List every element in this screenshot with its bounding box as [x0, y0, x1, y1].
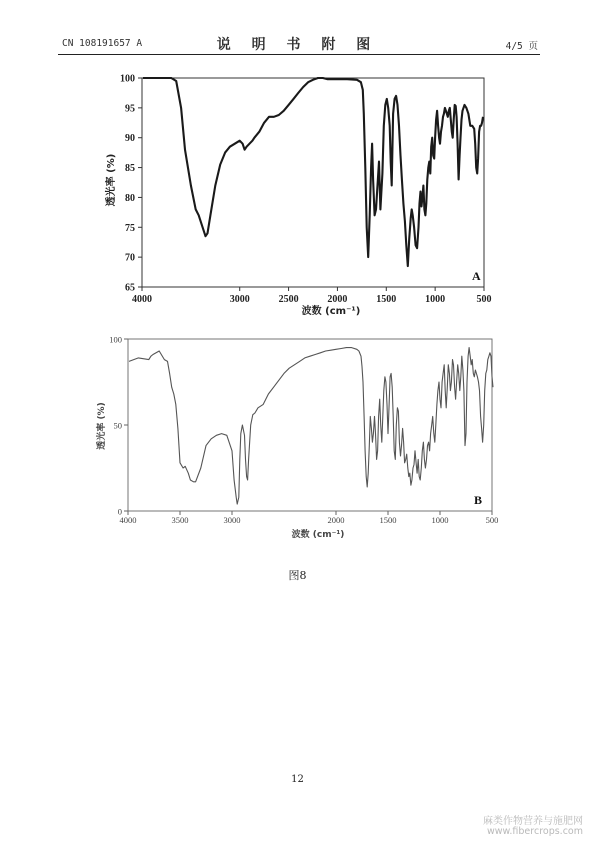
chart-a-xlabel: 波数 (cm⁻¹)	[301, 306, 361, 317]
x-tick-label: 2500	[278, 294, 299, 305]
chart-a-panel-label: A	[472, 269, 481, 283]
page-number: 12	[291, 774, 304, 785]
x-tick-label: 500	[476, 294, 492, 305]
x-tick-label: 2000	[327, 515, 345, 525]
x-tick-label: 1000	[431, 515, 449, 525]
x-tick-label: 500	[485, 515, 499, 525]
watermark-url: www.fibercrops.com	[486, 826, 583, 837]
x-tick-label: 3000	[223, 515, 241, 525]
y-tick-label: 100	[109, 334, 122, 345]
x-tick-label: 2000	[327, 294, 348, 305]
page-indicator: 4/5 页	[505, 41, 538, 52]
y-tick-label: 0	[117, 506, 122, 517]
y-tick-label: 80	[125, 192, 135, 204]
patent-number: CN 108191657 A	[62, 38, 143, 49]
x-tick-label: 3000	[229, 294, 250, 305]
chart-b-xlabel: 波数 (cm⁻¹)	[291, 530, 345, 540]
chart-b-frame	[128, 339, 492, 511]
document-title: 说 明 书 附 图	[216, 37, 379, 53]
x-tick-label: 4000	[119, 515, 137, 525]
spectrum-line-b	[129, 348, 493, 505]
y-tick-label: 85	[125, 163, 135, 175]
chart-a-ylabel: 透光率 (%)	[106, 153, 117, 207]
chart-b-panel-label: B	[474, 493, 483, 507]
y-tick-label: 65	[125, 282, 135, 294]
x-tick-label: 4000	[132, 294, 152, 305]
chart-b-ylabel: 透光率 (%)	[97, 402, 107, 450]
x-tick-label: 1500	[379, 515, 397, 525]
y-tick-label: 100	[120, 73, 135, 85]
x-tick-label: 1500	[376, 294, 397, 305]
y-tick-label: 90	[125, 133, 135, 145]
watermark-title: 麻类作物营养与施肥网	[483, 816, 583, 827]
y-tick-label: 95	[125, 103, 135, 115]
x-tick-label: 3500	[171, 515, 189, 525]
y-tick-label: 75	[125, 222, 135, 234]
figure-caption: 图8	[288, 569, 307, 582]
y-tick-label: 70	[125, 252, 135, 264]
x-tick-label: 1000	[425, 294, 446, 305]
y-tick-label: 50	[113, 420, 122, 431]
